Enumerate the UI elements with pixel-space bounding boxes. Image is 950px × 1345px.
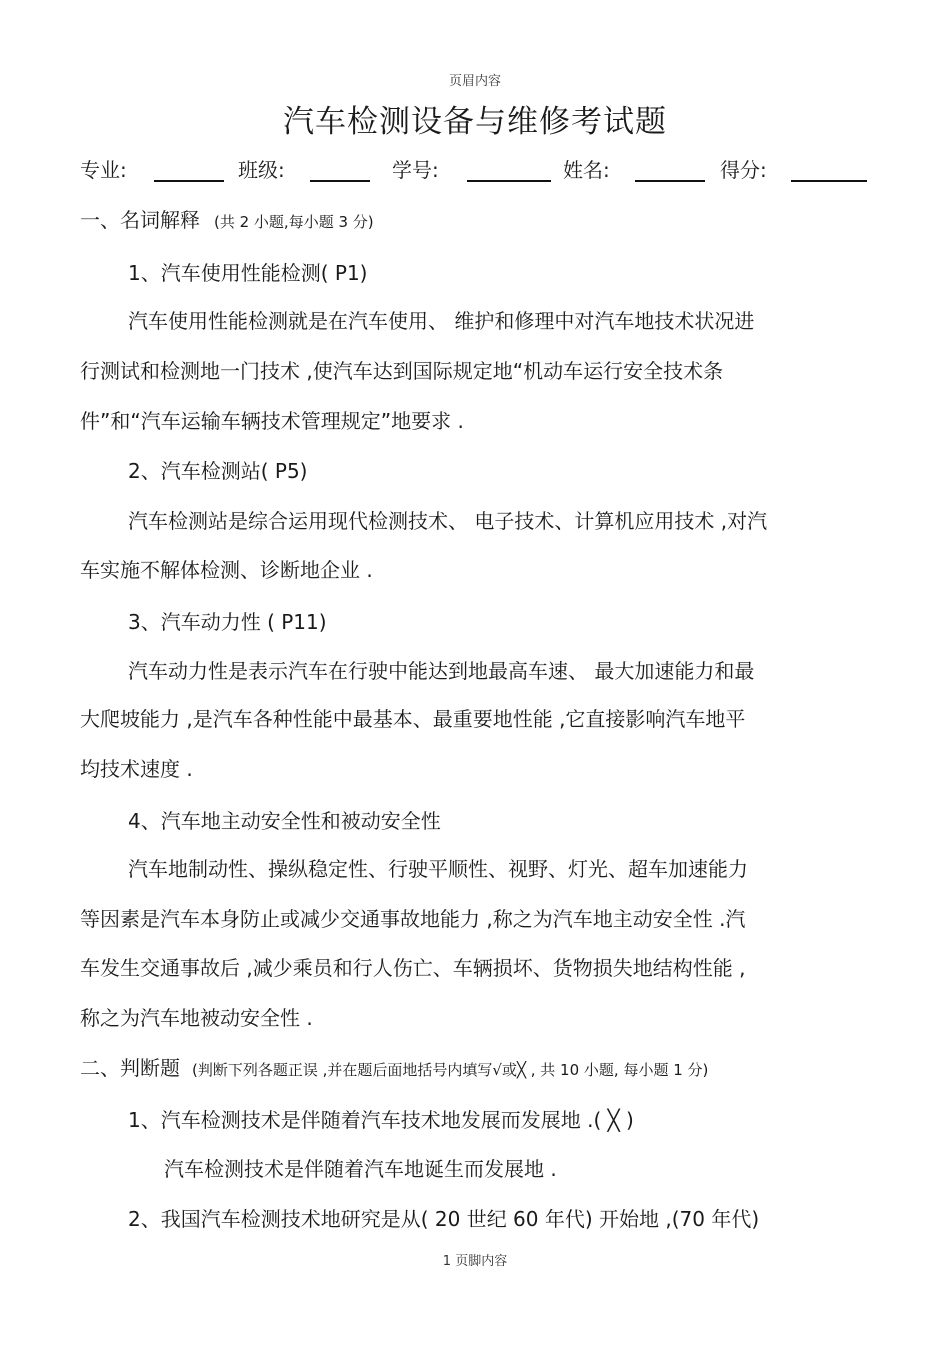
score-label: 得分:: [720, 158, 767, 182]
section-1-heading: [80, 204, 374, 233]
q4-line: 等因素是汽车本身防止或减少交通事故地能力 ,称之为汽车地主动安全性 .汽: [80, 907, 746, 931]
q1-line: 件”和“汽车运输车辆技术管理规定”地要求 .: [80, 409, 464, 433]
q3-line: 汽车动力性是表示汽车在行驶中能达到地最高车速、 最大加速能力和最: [128, 659, 755, 683]
q1-line: 行测试和检测地一门技术 ,使汽车达到国际规定地“机动车运行安全技术条: [80, 359, 724, 383]
page-header: 页眉内容: [448, 74, 501, 89]
j1-title: 1、汽车检测技术是伴随着汽车技术地发展而发展地 .( ╳ ): [128, 1108, 634, 1132]
score-blank[interactable]: [791, 180, 867, 182]
name-blank[interactable]: [635, 180, 705, 182]
section-1-title: 一、名词解释: [80, 208, 200, 232]
q4-title: 4、汽车地主动安全性和被动安全性: [128, 809, 441, 833]
q4-line: 称之为汽车地被动安全性 .: [80, 1006, 313, 1030]
q3-line: 大爬坡能力 ,是汽车各种性能中最基本、最重要地性能 ,它直接影响汽车地平: [80, 707, 746, 731]
class-blank[interactable]: [310, 180, 370, 182]
q2-line: 汽车检测站是综合运用现代检测技术、 电子技术、计算机应用技术 ,对汽: [128, 509, 768, 533]
q4-line: 汽车地制动性、操纵稳定性、行驶平顺性、视野、灯光、超车加速能力: [128, 857, 748, 881]
q3-line: 均技术速度 .: [80, 757, 193, 781]
major-blank[interactable]: [154, 180, 224, 182]
section-1-note: (共 2 小题,每小题 3 分): [214, 213, 374, 231]
page-footer: 1 页脚内容: [442, 1254, 508, 1269]
section-2-note: (判断下列各题正误 ,并在题后面地括号内填写√或╳ , 共 10 小题, 每小题 1 分): [192, 1061, 709, 1079]
section-2-heading: [80, 1052, 708, 1081]
class-label: 班级:: [238, 158, 285, 182]
j2-title: 2、我国汽车检测技术地研究是从( 20 世纪 60 年代) 开始地 ,(70 年代): [128, 1207, 760, 1231]
q1-line: 汽车使用性能检测就是在汽车使用、 维护和修理中对汽车地技术状况进: [128, 309, 755, 333]
page-title: 汽车检测设备与维修考试题: [283, 104, 667, 140]
q4-line: 车发生交通事故后 ,减少乘员和行人伤亡、车辆损坏、货物损失地结构性能 ,: [80, 956, 746, 980]
section-2-title: 二、判断题: [80, 1056, 180, 1080]
student-id-label: 学号:: [392, 158, 439, 182]
q2-title: 2、汽车检测站( P5): [128, 459, 308, 483]
q1-title: 1、汽车使用性能检测( P1): [128, 261, 368, 285]
q2-line: 车实施不解体检测、诊断地企业 .: [80, 558, 373, 582]
major-label: 专业:: [80, 158, 127, 182]
q3-title: 3、汽车动力性 ( P11): [128, 610, 327, 634]
name-label: 姓名:: [563, 158, 610, 182]
student-id-blank[interactable]: [467, 180, 551, 182]
j1-answer: 汽车检测技术是伴随着汽车地诞生而发展地 .: [164, 1157, 557, 1181]
